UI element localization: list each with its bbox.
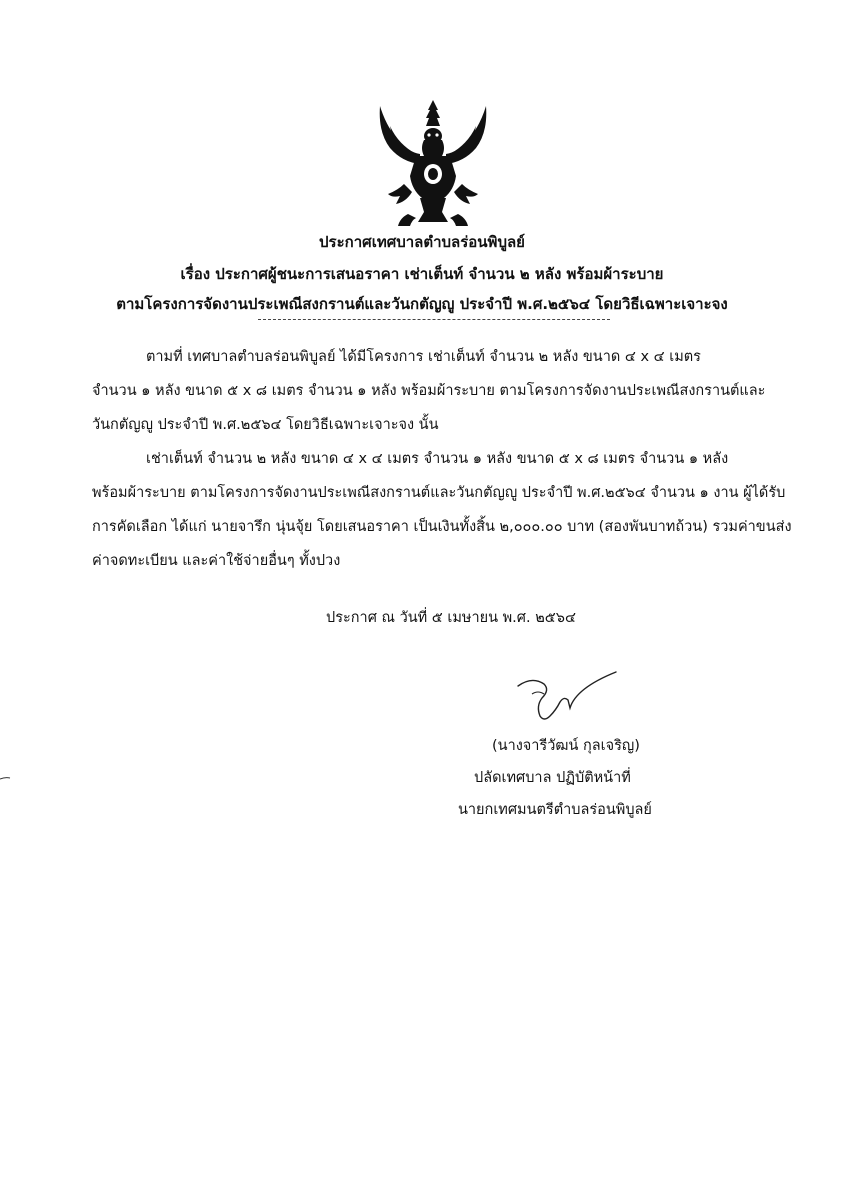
paragraph-2-line-4: ค่าจดทะเบียน และค่าใช้จ่ายอื่นๆ ทั้งปวง bbox=[92, 553, 341, 569]
garuda-emblem-icon bbox=[372, 96, 494, 232]
paragraph-1-line-3: วันกตัญญู ประจำปี พ.ศ.๒๕๖๔ โดยวิธีเฉพาะเจาะจง นั้น bbox=[92, 417, 439, 433]
paragraph-2-line-1: เช่าเต็นท์ จำนวน ๒ หลัง ขนาด ๔ x ๔ เมตร จำนวน ๑ หลัง ขนาด ๕ x ๘ เมตร จำนวน ๑ หลัง bbox=[146, 451, 729, 467]
paragraph-2-line-2: พร้อมผ้าระบาย ตามโครงการจัดงานประเพณีสงกรานต์และวันกตัญญู ประจำปี พ.ศ.๒๕๖๔ จำนวน ๑ งาน ผู้ได้รับ bbox=[92, 485, 786, 501]
announce-date: ประกาศ ณ วันที่ ๕ เมษายน พ.ศ. ๒๕๖๔ bbox=[326, 610, 576, 626]
handwritten-signature bbox=[512, 664, 622, 724]
paragraph-1-line-2: จำนวน ๑ หลัง ขนาด ๕ x ๘ เมตร จำนวน ๑ หลัง พร้อมผ้าระบาย ตามโครงการจัดงานประเพณีสงกรานต์และ bbox=[92, 383, 766, 399]
subject-line-1: เรื่อง ประกาศผู้ชนะการเสนอราคา เช่าเต็นท์ จำนวน ๒ หลัง พร้อมผ้าระบาย bbox=[180, 265, 664, 283]
signer-position-2: นายกเทศมนตรีตำบลร่อนพิบูลย์ bbox=[458, 802, 652, 818]
signer-position-1: ปลัดเทศบาล ปฏิบัติหน้าที่ bbox=[474, 770, 631, 786]
signer-name: (นางจารีวัฒน์ กุลเจริญ) bbox=[492, 738, 640, 754]
org-title: ประกาศเทศบาลตำบลร่อนพิบูลย์ bbox=[319, 233, 525, 251]
scan-edge-mark bbox=[0, 774, 12, 782]
paragraph-1-line-1: ตามที่ เทศบาลตำบลร่อนพิบูลย์ ได้มีโครงการ เช่าเต็นท์ จำนวน ๒ หลัง ขนาด ๔ x ๔ เมตร bbox=[146, 349, 701, 365]
paragraph-2-line-3: การคัดเลือก ได้แก่ นายจารึก นุ่นจุ้ย โดยเสนอราคา เป็นเงินทั้งสิ้น ๒,๐๐๐.๐๐ บาท (สองพันบาทถ้วน) รวมค่าขนส่ง bbox=[92, 519, 792, 535]
subject-line-2: ตามโครงการจัดงานประเพณีสงกรานต์และวันกตัญญู ประจำปี พ.ศ.๒๕๖๔ โดยวิธีเฉพาะเจาะจง bbox=[116, 295, 728, 313]
separator-rule bbox=[258, 319, 610, 320]
